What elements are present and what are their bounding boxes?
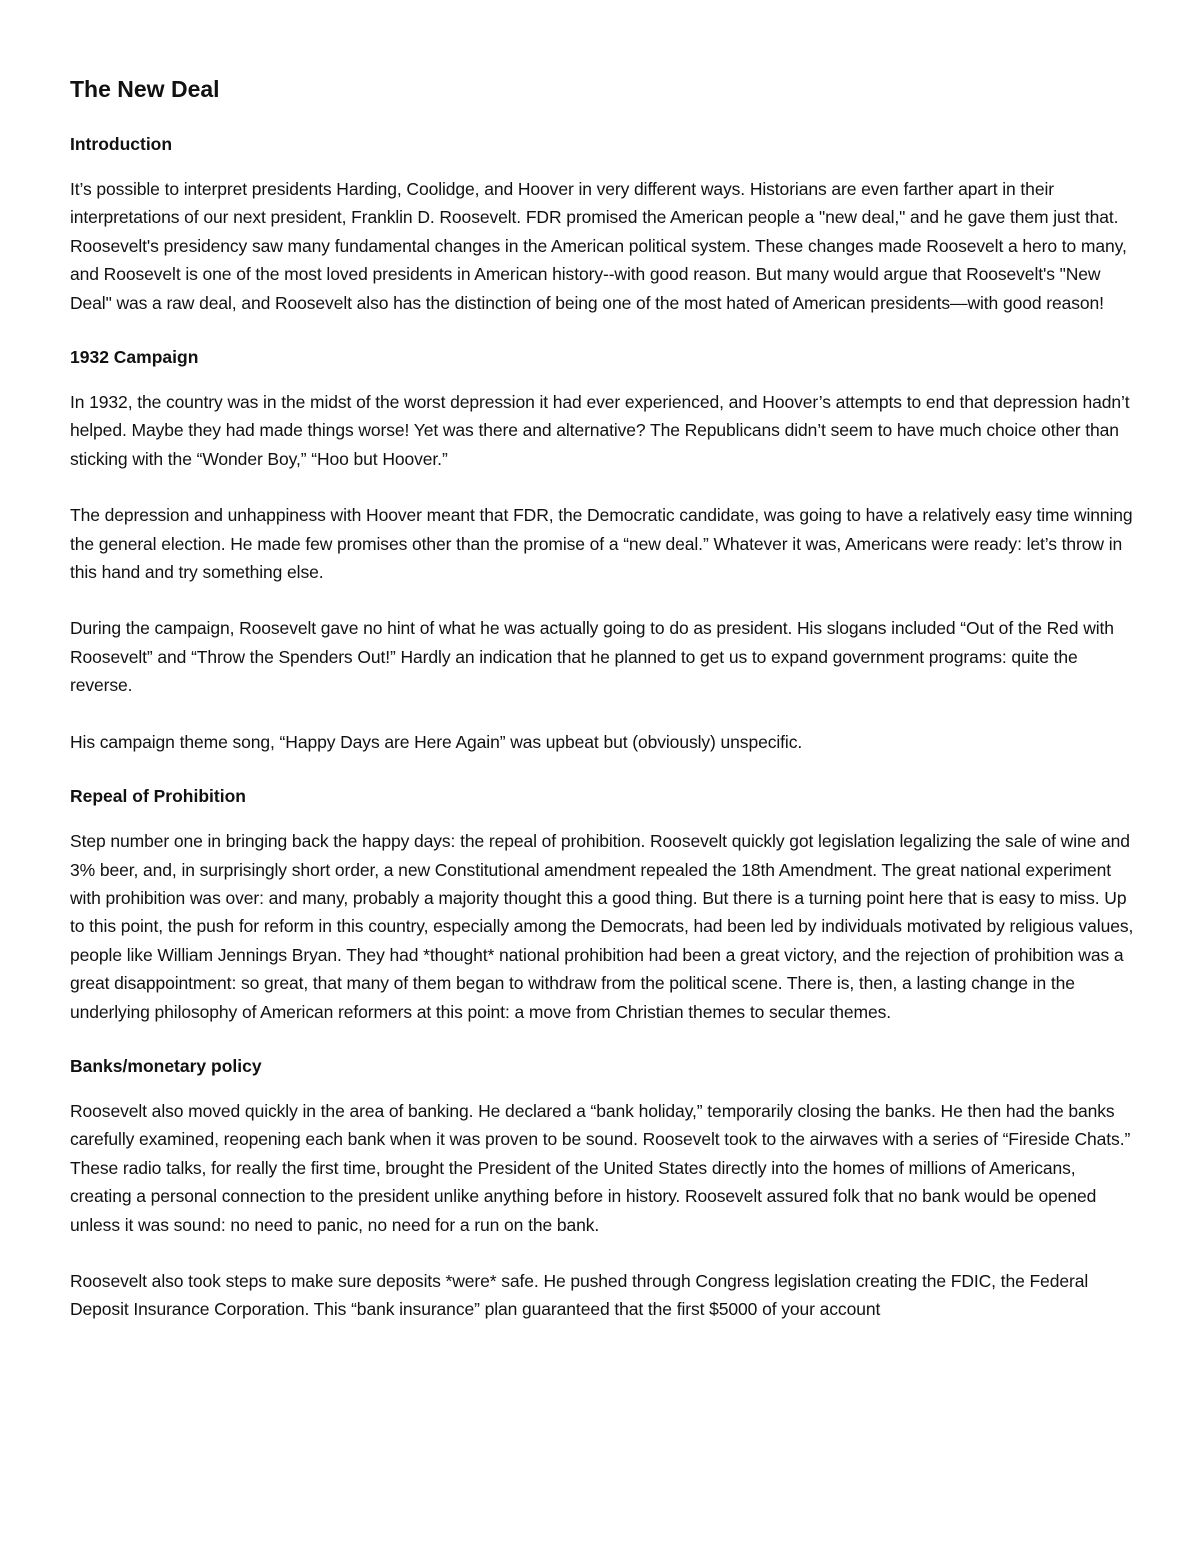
section-heading: Repeal of Prohibition	[70, 786, 246, 807]
paragraph: Step number one in bringing back the happy days: the repeal of prohibition. Roosevelt quickly got legislation legalizing the sale of wine and 3% beer, and, in surprisingly short order, a new Constitutional amendment repealed the 18th Amendment. The great national experiment with prohibition was over: and many, probably a majority thought this a good thing. But there is a turning point here that is easy to miss. Up to this point, the push for reform in this country, especially among the Democrats, had been led by individuals motivated by religious values, people like William Jennings Bryan. They had *thought* national prohibition had been a great victory, and the rejection of prohibition was a great disappointment: so great, that many of them began to withdraw from the political scene. There is, then, a lasting change in the underlying philosophy of American reformers at this point: a move from Christian themes to secular themes.	[70, 831, 1134, 1022]
section-1932-campaign	[70, 345, 1138, 756]
section-heading: 1932 Campaign	[70, 347, 199, 368]
paragraph: During the campaign, Roosevelt gave no hint of what he was actually going to do as president. His slogans included “Out of the Red with Roosevelt” and “Throw the Spenders Out!” Hardly an indication that he planned to get us to expand government programs: quite the reverse.	[70, 618, 1114, 696]
section-heading: Banks/monetary policy	[70, 1055, 262, 1076]
paragraph: Roosevelt also moved quickly in the area of banking. He declared a “bank holiday,” temporarily closing the banks. He then had the banks carefully examined, reopening each bank when it was proven to be sound. Roosevelt took to the airwaves with a series of “Fireside Chats.” These radio talks, for really the first time, brought the President of the United States directly into the homes of millions of Americans, creating a personal connection to the president unlike anything before in history. Roosevelt assured folk that no bank would be opened unless it was sound: no need to panic, no need for a run on the bank.	[70, 1100, 1131, 1235]
paragraph: Roosevelt also took steps to make sure deposits *were* safe. He pushed through Congress legislation creating the FDIC, the Federal Deposit Insurance Corporation. This “bank insurance” plan guaranteed that the first $5000 of your account	[70, 1270, 1089, 1320]
paragraph: The depression and unhappiness with Hoover meant that FDR, the Democratic candidate, was going to have a relatively easy time winning the general election. He made few promises other than the promise of a “new deal.” Whatever it was, Americans were ready: let’s throw in this hand and try something else.	[70, 505, 1133, 583]
paragraph: His campaign theme song, “Happy Days are Here Again” was upbeat but (obviously) unspecific.	[70, 731, 803, 752]
section-introduction	[70, 132, 1138, 317]
section-heading: Introduction	[70, 134, 173, 154]
section-repeal-of-prohibition	[70, 784, 1138, 1026]
section-banks-monetary-policy	[70, 1054, 1138, 1324]
document-title: The New Deal	[70, 76, 220, 102]
document-page	[70, 72, 1138, 1352]
paragraph: In 1932, the country was in the midst of the worst depression it had ever experienced, and Hoover’s attempts to end that depression hadn’t helped. Maybe they had made things worse! Yet was there and alternative? The Republicans didn’t seem to have much choice other than sticking with the “Wonder Boy,” “Hoo but Hoover.”	[70, 392, 1130, 469]
paragraph: It’s possible to interpret presidents Harding, Coolidge, and Hoover in very different ways. Historians are even farther apart in their interpretations of our next president, Franklin D. Roosevelt. FDR promised the American people a "new deal," and he gave them just that. Roosevelt's presidency saw many fundamental changes in the American political system. These changes made Roosevelt a hero to many, and Roosevelt is one of the most loved presidents in American history--with good reason. But many would argue that Roosevelt's "New Deal" was a raw deal, and Roosevelt also has the distinction of being one of the most hated of American presidents—with good reason!	[70, 179, 1127, 313]
